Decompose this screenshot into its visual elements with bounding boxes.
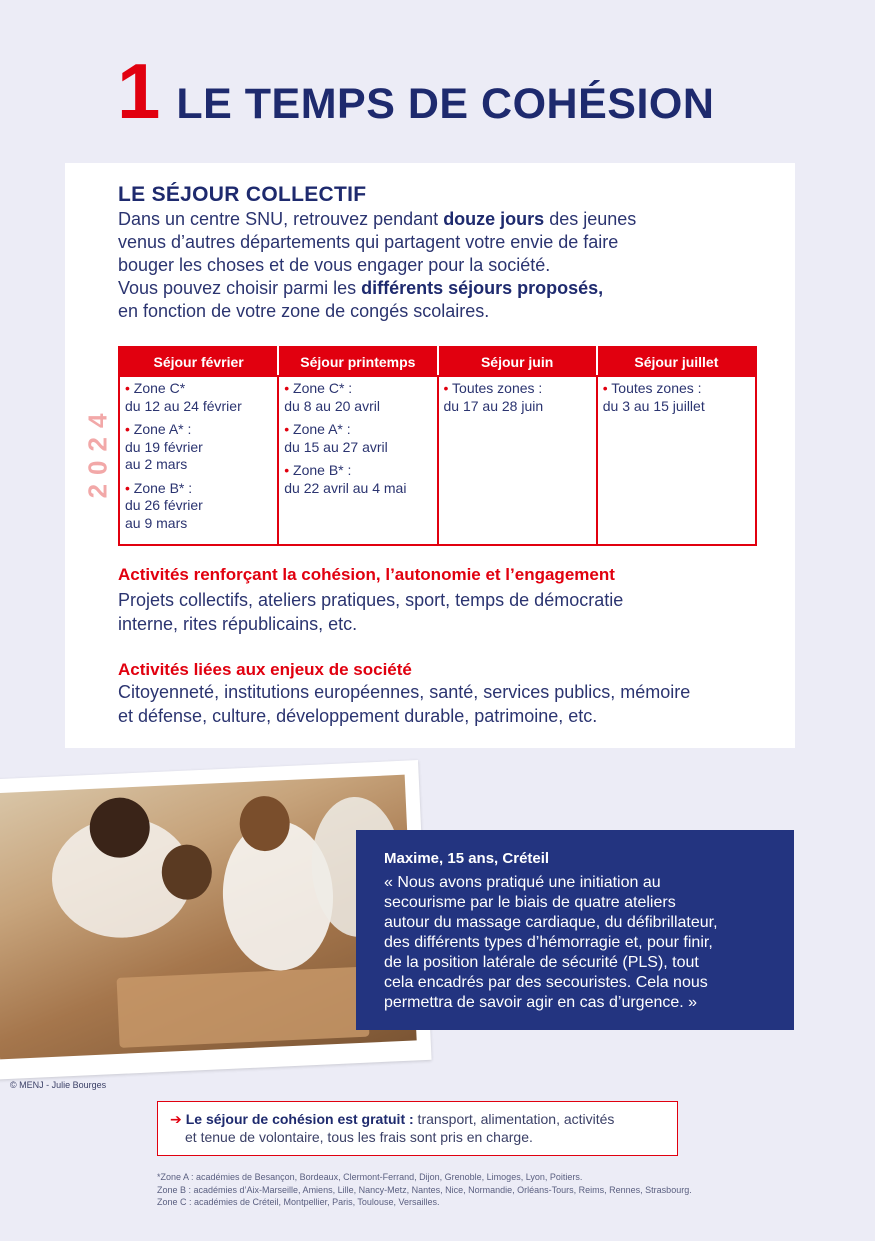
zone-label: Zone B* : — [133, 479, 193, 496]
zone-dates: du 15 au 27 avril — [284, 438, 388, 455]
content-card — [65, 163, 795, 748]
year-label — [78, 401, 118, 501]
quote-line: cela encadrés par des secouristes. Cela nous — [384, 974, 708, 991]
zone-entry: • Zone A* : du 19 février au 2 mars — [125, 421, 203, 472]
arrow-right-icon: ➔ — [170, 1111, 182, 1127]
activities-line: et défense, culture, développement durable, patrimoine, etc. — [118, 706, 598, 726]
column-header: Séjour juillet — [597, 347, 756, 376]
photo-credit: © MENJ - Julie Bourges — [10, 1080, 107, 1090]
zone-dates: du 22 avril au 4 mai — [284, 479, 407, 496]
table-cell — [278, 376, 437, 545]
activities-title: Activités renforçant la cohésion, l’autonomie et l’engagement — [118, 565, 615, 584]
zone-label: Zone A* : — [133, 421, 192, 437]
intro-text: des jeunes — [544, 209, 637, 229]
footnote-line: Zone C : académies de Créteil, Montpellier, Paris, Toulouse, Versailles. — [157, 1197, 440, 1207]
zone-entry: • Zone C* : du 8 au 20 avril — [284, 380, 380, 414]
zone-entry: • Toutes zones : du 17 au 28 juin — [443, 380, 544, 414]
zone-label: Zone A* : — [293, 421, 351, 437]
column-header: Séjour juin — [438, 347, 597, 376]
zone-dates: du 19 février — [125, 438, 203, 455]
footnote-line: Zone B : académies d’Aix-Marseille, Amiens, Lille, Nancy-Metz, Nantes, Nice, Normandie, Orléans-Tours, Reims, Rennes, Strasbourg. — [157, 1184, 692, 1195]
section-number: 1 — [117, 47, 161, 135]
table-cell — [438, 376, 597, 545]
activities-line: interne, rites républicains, etc. — [118, 614, 358, 634]
zone-entry: • Zone C* du 12 au 24 février — [125, 380, 242, 414]
table-cell — [119, 376, 278, 545]
zone-entry: • Zone A* : du 15 au 27 avril — [284, 421, 388, 455]
table-cell — [597, 376, 756, 545]
activities-text — [118, 680, 768, 728]
footnote-line: *Zone A : académies de Besançon, Bordeaux, Clermont-Ferrand, Dijon, Grenoble, Limoges, Lyon, Poitiers. — [157, 1172, 583, 1182]
zone-dates: du 26 février — [125, 497, 203, 513]
page-title: LE TEMPS DE COHÉSION — [176, 80, 715, 128]
zone-label: Zone C* — [133, 380, 186, 396]
zone-label: Toutes zones : — [611, 380, 702, 396]
testimonial-quote — [384, 873, 766, 1013]
schedule-table — [118, 346, 757, 546]
intro-text: Vous pouvez choisir parmi les — [118, 278, 362, 298]
note-emphasis: Le séjour de cohésion est gratuit : — [185, 1111, 414, 1127]
zone-footnotes — [157, 1171, 692, 1209]
zone-dates: du 3 au 15 juillet — [602, 397, 705, 414]
testimonial-author: Maxime, 15 ans, Créteil — [384, 850, 550, 867]
testimonial-box — [356, 830, 794, 1030]
intro-text: bouger les choses et de vous engager pour la société. — [118, 255, 551, 275]
column-header: Séjour printemps — [278, 347, 437, 376]
zone-label: Toutes zones : — [452, 380, 543, 396]
quote-line: secourisme par le biais de quatre ateliers — [384, 894, 676, 911]
intro-text: venus d’autres départements qui partagent votre envie de faire — [118, 232, 619, 252]
quote-line: autour du massage cardiaque, du défibrillateur, — [384, 914, 718, 931]
quote-line: de la position latérale de sécurité (PLS), tout — [384, 954, 699, 971]
free-stay-note — [157, 1101, 678, 1156]
quote-line: permettra de savoir agir en cas d’urgence. » — [384, 994, 698, 1011]
activities-title: Activités liées aux enjeux de société — [118, 660, 412, 679]
intro-text: en fonction de votre zone de congés scolaires. — [118, 301, 490, 321]
section-title: LE SÉJOUR COLLECTIF — [118, 183, 367, 206]
activities-line: Projets collectifs, ateliers pratiques, sport, temps de démocratie — [118, 590, 624, 610]
zone-entry: • Toutes zones : du 3 au 15 juillet — [602, 380, 705, 414]
zone-entry: • Zone B* : du 22 avril au 4 mai — [284, 462, 407, 496]
zone-dates: du 8 au 20 avril — [284, 397, 380, 414]
zone-dates: au 2 mars — [125, 456, 188, 472]
column-header: Séjour février — [119, 347, 278, 376]
intro-text: Dans un centre SNU, retrouvez pendant — [118, 209, 444, 229]
zone-dates: du 17 au 28 juin — [443, 397, 544, 414]
quote-line: « Nous avons pratiqué une initiation au — [384, 874, 661, 891]
page-heading — [117, 47, 715, 135]
zone-entry: • Zone B* : du 26 février au 9 mars — [125, 479, 203, 531]
quote-line: des différents types d’hémorragie et, pour finir, — [384, 934, 713, 951]
zone-label: Zone B* : — [293, 462, 352, 478]
year-text: 2024 — [82, 404, 113, 498]
intro-paragraph — [118, 208, 758, 323]
intro-emphasis: douze jours — [443, 209, 545, 229]
zone-label: Zone C* : — [293, 380, 353, 396]
group-photo — [0, 775, 417, 1060]
note-text: et tenue de volontaire, tous les frais sont pris en charge. — [185, 1129, 533, 1145]
zone-dates: du 12 au 24 février — [125, 397, 242, 414]
activities-text — [118, 588, 768, 636]
zone-dates: au 9 mars — [125, 514, 188, 531]
intro-emphasis: différents séjours proposés, — [361, 278, 604, 298]
note-text: transport, alimentation, activités — [413, 1111, 615, 1127]
activities-line: Citoyenneté, institutions européennes, santé, services publics, mémoire — [118, 682, 691, 702]
